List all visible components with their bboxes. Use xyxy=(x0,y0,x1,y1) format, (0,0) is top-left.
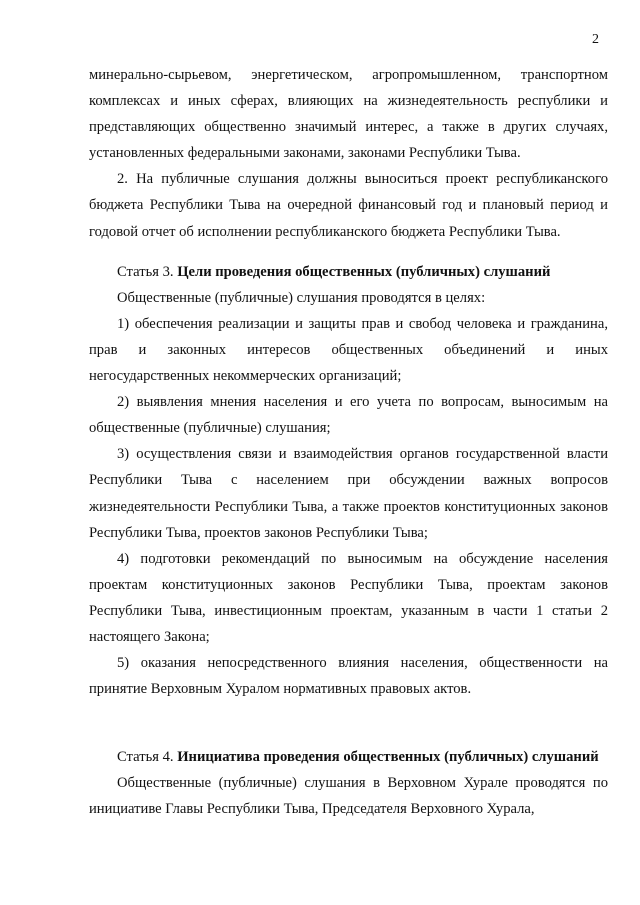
page-number: 2 xyxy=(592,32,599,47)
document-body xyxy=(89,62,608,823)
article-4-text: Общественные (публичные) слушания в Верховном Хурале проводятся по инициативе Главы Республики Тыва, Председателя Верховного Хурала, xyxy=(89,775,608,818)
paragraph-item-2: 2. На публичные слушания должны выноситься проект республиканского бюджета Республики Тыва на очередной финансовый год и плановый период и годовой отчет об исполнении республиканского бюджета Республики Тыва. xyxy=(89,171,608,240)
article-3-intro: Общественные (публичные) слушания проводятся в целях: xyxy=(117,289,486,306)
article-4-heading xyxy=(89,744,608,770)
article-3-item-1: 1) обеспечения реализации и защиты прав и свобод человека и гражданина, прав и законных интересов общественных объединений и иных негосударственных некоммерческих организаций; xyxy=(89,315,608,385)
article-3-item-2: 2) выявления мнения населения и его учета по вопросам, выносимым на общественные (публичные) слушания; xyxy=(89,394,608,437)
article-4-label: Статья 4. xyxy=(117,749,174,766)
article-4-title: Инициатива проведения общественных (публичных) слушаний xyxy=(177,749,599,766)
article-3-title: Цели проведения общественных (публичных) слушаний xyxy=(177,263,551,280)
article-3-item-5: 5) оказания непосредственного влияния населения, общественности на принятие Верховным Хуралом нормативных правовых актов. xyxy=(89,655,608,698)
spacer xyxy=(89,245,608,259)
article-3-label: Статья 3. xyxy=(117,263,174,280)
article-3-item-4: 4) подготовки рекомендаций по выносимым на обсуждение населения проектам конституционных законов Республики Тыва, проектам законов Республики Тыва, инвестиционным проектам, указанным в части 1 статьи 2 настоящего Закона; xyxy=(89,550,608,645)
spacer xyxy=(89,702,608,744)
article-3-item-3: 3) осуществления связи и взаимодействия органов государственной власти Республики Тыва с населением при обсуждении важных вопросов жизнедеятельности Республики Тыва, а также проектов конституционных законов Республики Тыва, проектов законов Республики Тыва; xyxy=(89,446,608,541)
article-3-heading xyxy=(89,259,608,285)
continuation-paragraph: минерально-сырьевом, энергетическом, агропромышленном, транспортном комплексах и иных сферах, влияющих на жизнедеятельность республики и представляющих общественно значимый интерес, а также в других случаях, установленных федеральными законами, законами Республики Тыва. xyxy=(89,67,608,162)
